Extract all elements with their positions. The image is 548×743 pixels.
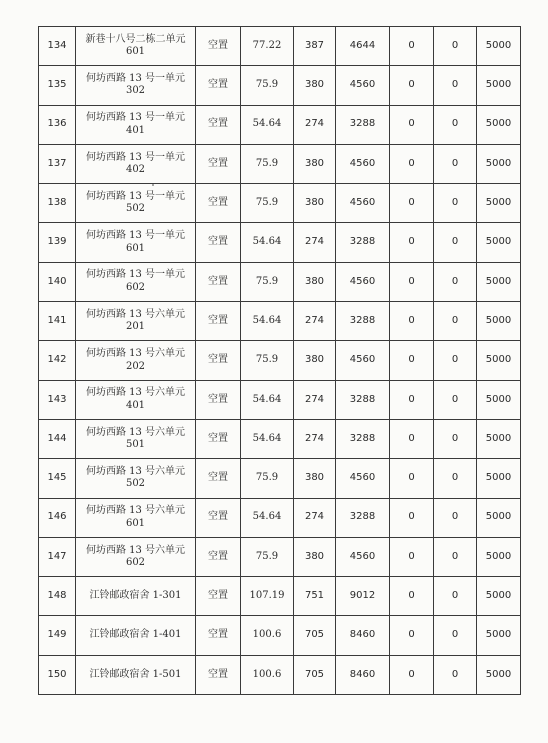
unit-price-cell: 380 [294, 459, 336, 498]
area-cell: 100.6 [241, 616, 294, 655]
area-cell: 107.19 [241, 577, 294, 616]
area-cell: 75.9 [241, 184, 294, 223]
annual-total-cell: 8460 [336, 616, 390, 655]
annual-total-cell: 3288 [336, 223, 390, 262]
zero-value-cell-2: 0 [434, 577, 477, 616]
area-cell: 100.6 [241, 655, 294, 694]
table-row [39, 184, 521, 223]
address-line-1: 江铃邮政宿舍 1-301 [89, 590, 182, 602]
unit-price-cell: 751 [294, 577, 336, 616]
amount-cell: 5000 [477, 380, 521, 419]
zero-value-cell-1: 0 [390, 616, 434, 655]
unit-price-cell: 274 [294, 419, 336, 458]
unit-price-cell: 380 [294, 144, 336, 183]
amount-cell: 5000 [477, 302, 521, 341]
unit-price-cell: 705 [294, 655, 336, 694]
zero-value-cell-2: 0 [434, 419, 477, 458]
unit-price-cell: 380 [294, 262, 336, 301]
row-id-cell: 135 [39, 66, 76, 105]
address-cell [76, 537, 196, 576]
table-row [39, 27, 521, 66]
table-row [39, 459, 521, 498]
annual-total-cell: 4560 [336, 262, 390, 301]
unit-price-cell: 380 [294, 341, 336, 380]
status-cell: 空置 [196, 419, 241, 458]
status-cell: 空置 [196, 577, 241, 616]
zero-value-cell-2: 0 [434, 105, 477, 144]
unit-price-cell: 274 [294, 380, 336, 419]
unit-price-cell: 705 [294, 616, 336, 655]
zero-value-cell-2: 0 [434, 223, 477, 262]
zero-value-cell-1: 0 [390, 144, 434, 183]
amount-cell: 5000 [477, 66, 521, 105]
annual-total-cell: 3288 [336, 380, 390, 419]
area-cell: 75.9 [241, 459, 294, 498]
address-line-2: 601 [125, 517, 146, 529]
status-cell: 空置 [196, 380, 241, 419]
annual-total-cell: 8460 [336, 655, 390, 694]
area-cell: 75.9 [241, 66, 294, 105]
ledger-body [39, 27, 521, 695]
address-cell [76, 223, 196, 262]
amount-cell: 5000 [477, 419, 521, 458]
address-line-1: 江铃邮政宿舍 1-501 [89, 668, 182, 680]
status-cell: 空置 [196, 459, 241, 498]
area-cell: 54.64 [241, 419, 294, 458]
row-id-cell: 139 [39, 223, 76, 262]
address-cell [76, 577, 196, 616]
annual-total-cell: 4560 [336, 66, 390, 105]
amount-cell: 5000 [477, 577, 521, 616]
annual-total-cell: 4560 [336, 537, 390, 576]
status-cell: 空置 [196, 223, 241, 262]
amount-cell: 5000 [477, 616, 521, 655]
annual-total-cell: 4560 [336, 184, 390, 223]
amount-cell: 5000 [477, 341, 521, 380]
zero-value-cell-1: 0 [390, 184, 434, 223]
zero-value-cell-1: 0 [390, 66, 434, 105]
address-line-1: 何坊西路 13 号一单元 [85, 151, 186, 163]
status-cell: 空置 [196, 144, 241, 183]
zero-value-cell-2: 0 [434, 341, 477, 380]
zero-value-cell-1: 0 [390, 223, 434, 262]
status-cell: 空置 [196, 262, 241, 301]
address-line-1: 何坊西路 13 号一单元 [85, 72, 186, 84]
zero-value-cell-2: 0 [434, 537, 477, 576]
zero-value-cell-1: 0 [390, 105, 434, 144]
scan-speck [152, 184, 154, 186]
address-line-2: 501 [125, 439, 146, 451]
address-line-2: 601 [125, 46, 146, 58]
status-cell: 空置 [196, 105, 241, 144]
address-cell [76, 498, 196, 537]
area-cell: 54.64 [241, 105, 294, 144]
status-cell: 空置 [196, 27, 241, 66]
zero-value-cell-2: 0 [434, 27, 477, 66]
area-cell: 77.22 [241, 27, 294, 66]
address-line-1: 何坊西路 13 号六单元 [85, 544, 186, 556]
amount-cell: 5000 [477, 262, 521, 301]
address-cell [76, 419, 196, 458]
table-row [39, 616, 521, 655]
row-id-cell: 145 [39, 459, 76, 498]
table-row [39, 380, 521, 419]
address-line-2: 202 [125, 360, 146, 372]
zero-value-cell-1: 0 [390, 262, 434, 301]
unit-price-cell: 380 [294, 537, 336, 576]
annual-total-cell: 3288 [336, 498, 390, 537]
table-row [39, 341, 521, 380]
row-id-cell: 146 [39, 498, 76, 537]
address-line-1: 何坊西路 13 号六单元 [85, 426, 186, 438]
address-line-2: 502 [125, 478, 146, 490]
zero-value-cell-1: 0 [390, 577, 434, 616]
status-cell: 空置 [196, 66, 241, 105]
table-row [39, 105, 521, 144]
zero-value-cell-2: 0 [434, 498, 477, 537]
zero-value-cell-2: 0 [434, 459, 477, 498]
address-cell [76, 302, 196, 341]
address-cell [76, 262, 196, 301]
row-id-cell: 141 [39, 302, 76, 341]
zero-value-cell-1: 0 [390, 419, 434, 458]
address-line-1: 何坊西路 13 号六单元 [85, 308, 186, 320]
area-cell: 75.9 [241, 144, 294, 183]
table-row [39, 537, 521, 576]
annual-total-cell: 3288 [336, 302, 390, 341]
status-cell: 空置 [196, 341, 241, 380]
row-id-cell: 150 [39, 655, 76, 694]
address-line-1: 何坊西路 13 号六单元 [85, 505, 186, 517]
address-line-1: 何坊西路 13 号六单元 [85, 348, 186, 360]
row-id-cell: 140 [39, 262, 76, 301]
row-id-cell: 147 [39, 537, 76, 576]
address-line-1: 江铃邮政宿舍 1-401 [89, 629, 182, 641]
zero-value-cell-2: 0 [434, 380, 477, 419]
area-cell: 54.64 [241, 302, 294, 341]
address-cell [76, 459, 196, 498]
zero-value-cell-1: 0 [390, 380, 434, 419]
annual-total-cell: 3288 [336, 105, 390, 144]
table-row [39, 498, 521, 537]
address-line-1: 何坊西路 13 号一单元 [85, 269, 186, 281]
annual-total-cell: 4560 [336, 144, 390, 183]
amount-cell: 5000 [477, 459, 521, 498]
row-id-cell: 144 [39, 419, 76, 458]
address-line-2: 401 [125, 399, 146, 411]
unit-price-cell: 274 [294, 498, 336, 537]
zero-value-cell-1: 0 [390, 302, 434, 341]
annual-total-cell: 4644 [336, 27, 390, 66]
row-id-cell: 149 [39, 616, 76, 655]
table-row [39, 302, 521, 341]
zero-value-cell-2: 0 [434, 262, 477, 301]
zero-value-cell-2: 0 [434, 616, 477, 655]
area-cell: 54.64 [241, 498, 294, 537]
status-cell: 空置 [196, 302, 241, 341]
amount-cell: 5000 [477, 105, 521, 144]
status-cell: 空置 [196, 537, 241, 576]
annual-total-cell: 4560 [336, 459, 390, 498]
annual-total-cell: 4560 [336, 341, 390, 380]
address-line-1: 何坊西路 13 号一单元 [85, 190, 186, 202]
table-row [39, 144, 521, 183]
area-cell: 54.64 [241, 223, 294, 262]
address-cell [76, 27, 196, 66]
address-cell [76, 105, 196, 144]
amount-cell: 5000 [477, 27, 521, 66]
status-cell: 空置 [196, 655, 241, 694]
status-cell: 空置 [196, 498, 241, 537]
row-id-cell: 142 [39, 341, 76, 380]
address-line-1: 何坊西路 13 号六单元 [85, 387, 186, 399]
unit-price-cell: 274 [294, 223, 336, 262]
amount-cell: 5000 [477, 223, 521, 262]
address-line-2: 302 [125, 85, 146, 97]
row-id-cell: 143 [39, 380, 76, 419]
zero-value-cell-2: 0 [434, 144, 477, 183]
annual-total-cell: 9012 [336, 577, 390, 616]
address-cell [76, 144, 196, 183]
address-cell [76, 341, 196, 380]
address-line-1: 何坊西路 13 号一单元 [85, 112, 186, 124]
unit-price-cell: 274 [294, 302, 336, 341]
row-id-cell: 134 [39, 27, 76, 66]
zero-value-cell-1: 0 [390, 459, 434, 498]
amount-cell: 5000 [477, 144, 521, 183]
address-cell [76, 380, 196, 419]
address-line-2: 402 [125, 164, 146, 176]
property-ledger-table [38, 26, 521, 695]
area-cell: 75.9 [241, 341, 294, 380]
address-line-2: 601 [125, 242, 146, 254]
area-cell: 75.9 [241, 537, 294, 576]
unit-price-cell: 387 [294, 27, 336, 66]
table-row [39, 66, 521, 105]
row-id-cell: 137 [39, 144, 76, 183]
amount-cell: 5000 [477, 537, 521, 576]
amount-cell: 5000 [477, 184, 521, 223]
zero-value-cell-2: 0 [434, 66, 477, 105]
address-line-2: 201 [125, 321, 146, 333]
zero-value-cell-2: 0 [434, 184, 477, 223]
amount-cell: 5000 [477, 655, 521, 694]
address-line-2: 602 [125, 557, 146, 568]
address-cell [76, 655, 196, 694]
zero-value-cell-1: 0 [390, 498, 434, 537]
address-line-2: 401 [125, 124, 146, 136]
address-line-1: 何坊西路 13 号六单元 [85, 465, 186, 477]
address-line-1: 何坊西路 13 号一单元 [85, 230, 186, 242]
amount-cell: 5000 [477, 498, 521, 537]
address-cell [76, 616, 196, 655]
table-row [39, 577, 521, 616]
status-cell: 空置 [196, 616, 241, 655]
row-id-cell: 138 [39, 184, 76, 223]
annual-total-cell: 3288 [336, 419, 390, 458]
address-cell [76, 184, 196, 223]
zero-value-cell-1: 0 [390, 341, 434, 380]
status-cell: 空置 [196, 184, 241, 223]
zero-value-cell-2: 0 [434, 655, 477, 694]
unit-price-cell: 380 [294, 184, 336, 223]
area-cell: 75.9 [241, 262, 294, 301]
zero-value-cell-1: 0 [390, 655, 434, 694]
table-row [39, 655, 521, 694]
table-row [39, 419, 521, 458]
zero-value-cell-1: 0 [390, 537, 434, 576]
row-id-cell: 136 [39, 105, 76, 144]
zero-value-cell-1: 0 [390, 27, 434, 66]
row-id-cell: 148 [39, 577, 76, 616]
table-row [39, 223, 521, 262]
address-line-1: 新巷十八号二栋二单元 [85, 33, 186, 45]
unit-price-cell: 380 [294, 66, 336, 105]
unit-price-cell: 274 [294, 105, 336, 144]
address-line-2: 502 [125, 203, 146, 215]
area-cell: 54.64 [241, 380, 294, 419]
address-cell [76, 66, 196, 105]
table-row [39, 262, 521, 301]
zero-value-cell-2: 0 [434, 302, 477, 341]
address-line-2: 602 [125, 281, 146, 293]
